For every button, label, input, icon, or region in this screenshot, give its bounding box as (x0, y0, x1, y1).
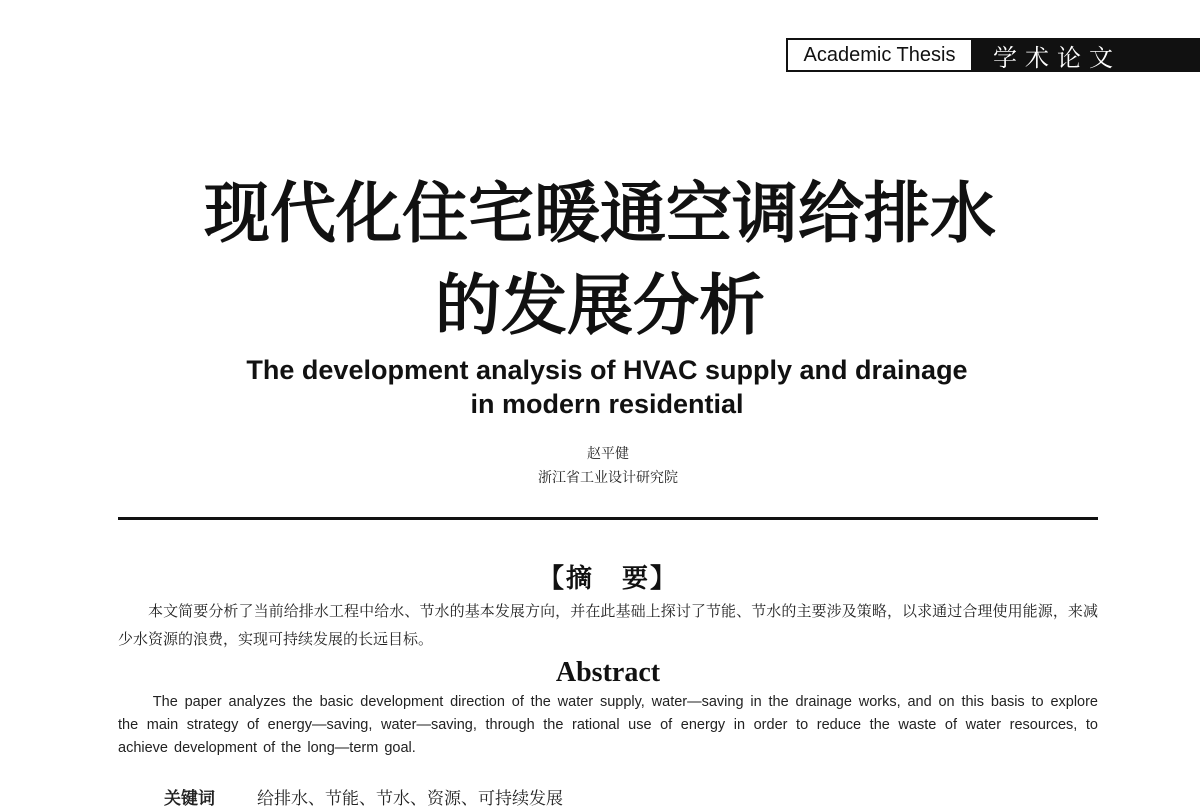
title-chinese-line-1: 现代化住宅暖通空调给排水 (204, 175, 996, 252)
section-tag-english: Academic Thesis (786, 38, 971, 72)
author-block (0, 442, 1200, 490)
title-english-line-1: The development analysis of HVAC supply and drainage (246, 355, 968, 385)
abstract-chinese-text: 本文简要分析了当前给排水工程中给水、节水的基本发展方向，并在此基础上探讨了节能、节水的主要涉及策略，以求通过合理使用能源，来减少水资源的浪费，实现可持续发展的长远目标。 (118, 602, 1098, 648)
abstract-english-text: The paper analyzes the basic development direction of the water supply, water—saving in the drainage works, and on this basis to explore the main strategy of energy—saving, water—saving, through the rational use of energy in order to reduce the waste of water resources, to achieve development of the long—term goal. (118, 694, 1098, 756)
title-english-line-2: in modern residential (470, 389, 744, 419)
title-chinese (0, 168, 1200, 352)
section-tag (786, 38, 1200, 72)
title-english (0, 353, 1200, 421)
horizontal-divider (118, 517, 1098, 520)
keywords-list: 给排水、节能、节水、资源、可持续发展 (257, 789, 563, 809)
keywords-row (164, 784, 563, 809)
abstract-english-heading: Abstract (555, 657, 661, 688)
author-affiliation: 浙江省工业设计研究院 (538, 470, 678, 486)
section-tag-chinese: 学术论文 (971, 38, 1200, 72)
abstract-chinese-heading: 【摘 要】 (537, 564, 678, 594)
title-chinese-line-2: 的发展分析 (435, 267, 765, 344)
keywords-label: 关键词 (164, 789, 215, 809)
author-name: 赵平健 (587, 446, 629, 462)
